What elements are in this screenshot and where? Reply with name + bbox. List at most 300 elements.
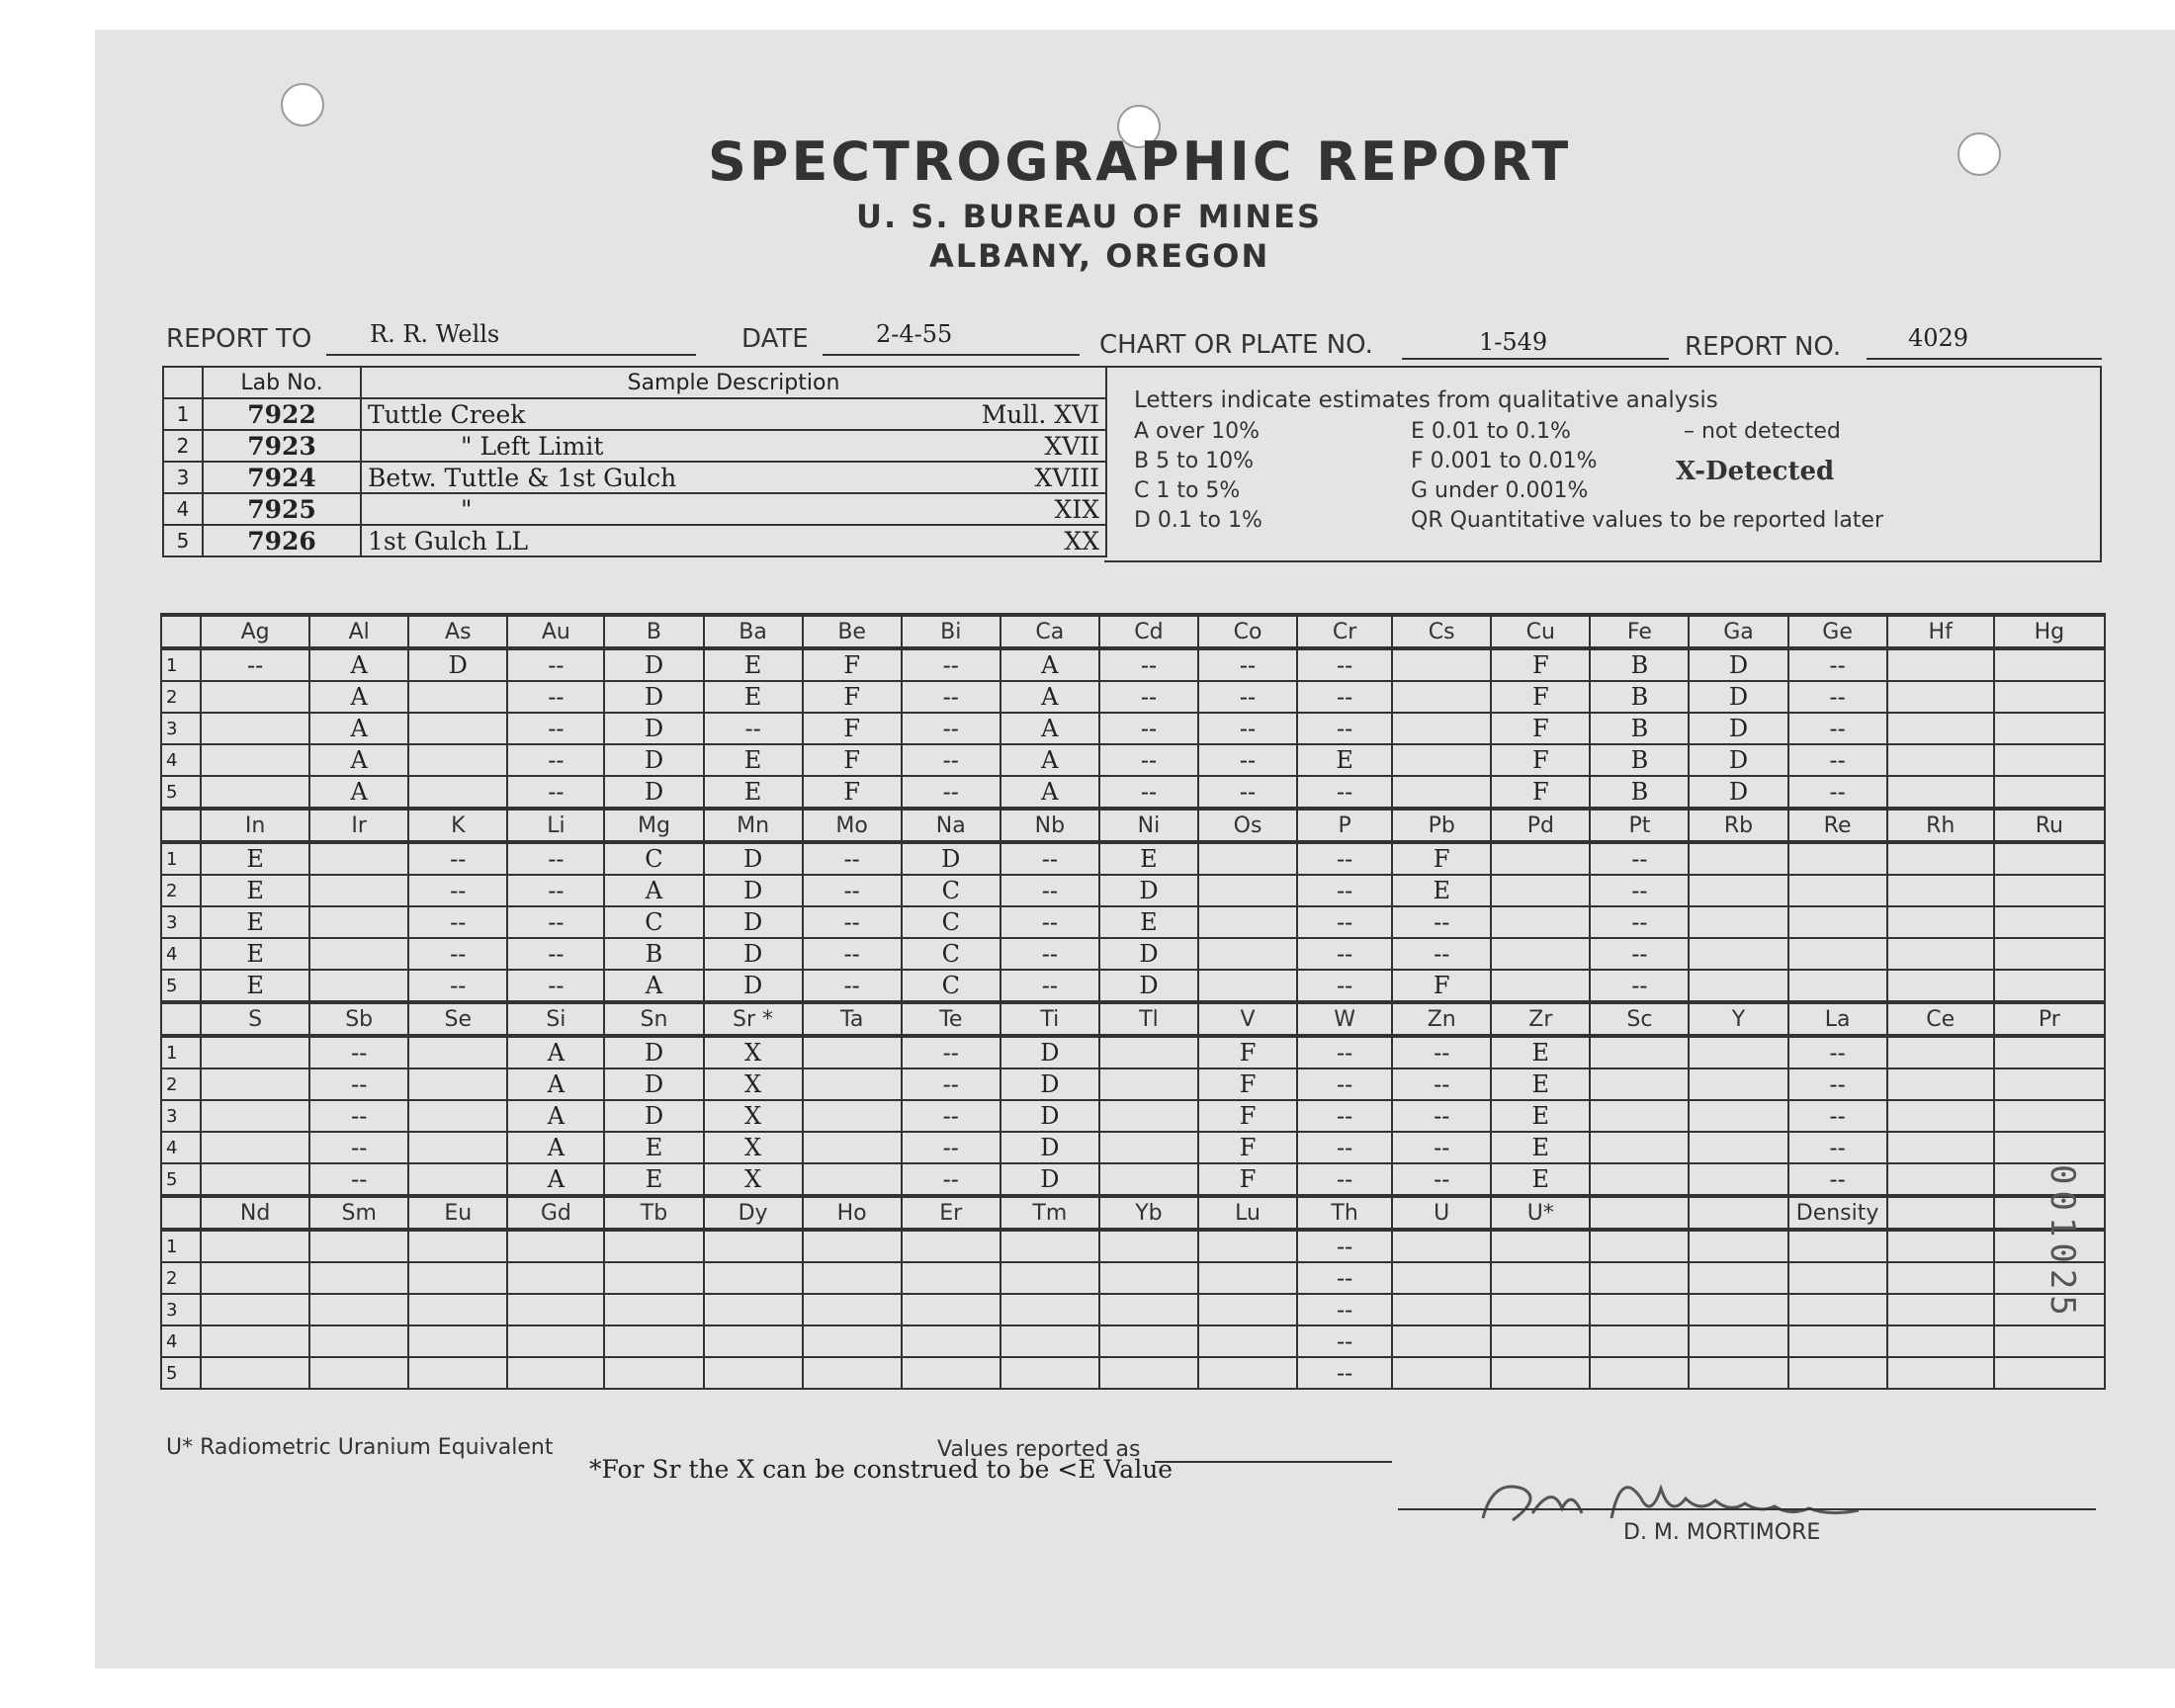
element-symbol: Zr (1491, 1002, 1590, 1036)
element-symbol: As (408, 615, 507, 648)
result-cell: -- (1392, 1036, 1491, 1068)
result-cell (1392, 1325, 1491, 1357)
result-cell (1689, 1163, 1787, 1196)
result-cell: -- (1198, 648, 1297, 681)
result-cell: D (1099, 875, 1198, 906)
result-cell: E (201, 938, 309, 970)
result-cell: D (704, 842, 803, 875)
result-cell: -- (309, 1036, 408, 1068)
element-symbol: Cu (1491, 615, 1590, 648)
result-cell: C (902, 970, 1000, 1002)
result-cell (902, 1262, 1000, 1294)
result-cell (507, 1230, 604, 1262)
result-cell: F (803, 648, 902, 681)
result-cell (1392, 744, 1491, 776)
corner-cell (161, 1002, 201, 1036)
result-cell: F (1491, 713, 1590, 744)
element-header-row (161, 1002, 2105, 1036)
result-cell: B (1590, 648, 1689, 681)
result-cell: C (604, 842, 703, 875)
result-cell: -- (1099, 648, 1198, 681)
result-cell (803, 1132, 902, 1163)
report-no-value: 4029 (1908, 324, 1969, 352)
result-cell: -- (1297, 1357, 1392, 1389)
element-symbol: Ge (1788, 615, 1887, 648)
element-symbol: Cs (1392, 615, 1491, 648)
result-cell: A (507, 1068, 604, 1100)
result-cell (408, 713, 507, 744)
result-cell (1000, 1262, 1099, 1294)
result-cell: -- (1788, 681, 1887, 713)
result-cell (309, 970, 408, 1002)
result-cell: D (1000, 1036, 1099, 1068)
legend-e: E 0.01 to 0.1% (1411, 419, 1571, 444)
result-cell: -- (1392, 1132, 1491, 1163)
row-number: 2 (161, 1262, 201, 1294)
result-cell: D (604, 713, 703, 744)
result-cell: -- (309, 1163, 408, 1196)
result-cell (408, 1294, 507, 1325)
result-cell (902, 1357, 1000, 1389)
result-cell: -- (803, 906, 902, 938)
result-cell: -- (902, 1068, 1000, 1100)
result-cell (1590, 1100, 1689, 1132)
result-cell (201, 776, 309, 809)
result-cell (704, 1294, 803, 1325)
result-cell (1689, 1230, 1787, 1262)
table-row (161, 875, 2105, 906)
result-cell (1198, 1325, 1297, 1357)
row-number: 5 (161, 1163, 201, 1196)
element-symbol: Ta (803, 1002, 902, 1036)
element-symbol: W (1297, 1002, 1392, 1036)
result-cell (201, 1357, 309, 1389)
result-cell: C (604, 906, 703, 938)
result-cell: E (1491, 1132, 1590, 1163)
result-cell: A (1000, 681, 1099, 713)
result-cell: -- (1297, 938, 1392, 970)
result-cell (408, 1068, 507, 1100)
result-cell (1887, 906, 1994, 938)
result-cell (1590, 1262, 1689, 1294)
result-cell: -- (1000, 938, 1099, 970)
element-symbol: U (1392, 1196, 1491, 1230)
result-cell: -- (1590, 842, 1689, 875)
element-symbol: Co (1198, 615, 1297, 648)
result-cell (803, 1230, 902, 1262)
result-cell: F (1198, 1100, 1297, 1132)
element-symbol: Bi (902, 615, 1000, 648)
table-row (161, 1262, 2105, 1294)
result-cell: E (704, 648, 803, 681)
element-symbol: Er (902, 1196, 1000, 1230)
result-cell (201, 1163, 309, 1196)
result-cell: E (1491, 1100, 1590, 1132)
result-cell: E (1099, 906, 1198, 938)
result-cell: D (1689, 776, 1787, 809)
result-cell (507, 1357, 604, 1389)
punch-hole (281, 83, 324, 127)
row-number: 3 (161, 906, 201, 938)
table-row (161, 938, 2105, 970)
table-row (161, 1230, 2105, 1262)
element-symbol: Mn (704, 809, 803, 842)
report-to-value: R. R. Wells (370, 320, 500, 348)
element-symbol: Tl (1099, 1002, 1198, 1036)
result-cell (1689, 1100, 1787, 1132)
sample-row: 1 7922 Tuttle Creek Mull. XVI (163, 398, 1106, 430)
result-cell (1994, 681, 2105, 713)
result-cell (1788, 1294, 1887, 1325)
element-symbol: Ru (1994, 809, 2105, 842)
result-cell: -- (309, 1068, 408, 1100)
result-cell (1491, 1230, 1590, 1262)
result-cell (803, 1294, 902, 1325)
result-cell: E (1491, 1036, 1590, 1068)
result-cell (1198, 875, 1297, 906)
result-cell (1689, 1036, 1787, 1068)
element-symbol: Au (507, 615, 604, 648)
result-cell (1099, 1325, 1198, 1357)
sample-row: 3 7924 Betw. Tuttle & 1st Gulch XVIII (163, 462, 1106, 493)
result-cell (1887, 681, 1994, 713)
result-cell (408, 776, 507, 809)
result-cell: F (1198, 1163, 1297, 1196)
element-symbol (1689, 1196, 1787, 1230)
result-cell (1788, 875, 1887, 906)
result-cell (803, 1068, 902, 1100)
row-number: 4 (161, 744, 201, 776)
result-cell (1000, 1357, 1099, 1389)
result-cell: -- (1297, 713, 1392, 744)
legend-f: F 0.001 to 0.01% (1411, 449, 1598, 473)
legend-c: C 1 to 5% (1134, 478, 1241, 503)
element-grid (160, 613, 2106, 1390)
element-symbol (1590, 1196, 1689, 1230)
row-number: 2 (161, 1068, 201, 1100)
element-header-row (161, 1196, 2105, 1230)
chart-plate-label: CHART OR PLATE NO. (1099, 330, 1373, 360)
element-symbol: Yb (1099, 1196, 1198, 1230)
element-symbol: La (1788, 1002, 1887, 1036)
legend-g: G under 0.001% (1411, 478, 1589, 503)
result-cell (1491, 1325, 1590, 1357)
result-cell: A (309, 648, 408, 681)
element-symbol: Density (1788, 1196, 1887, 1230)
result-cell (1887, 1132, 1994, 1163)
result-cell: -- (507, 744, 604, 776)
table-row (161, 1294, 2105, 1325)
result-cell (1099, 1357, 1198, 1389)
result-cell (1994, 1036, 2105, 1068)
result-cell: -- (309, 1100, 408, 1132)
result-cell (1491, 970, 1590, 1002)
element-symbol: Sn (604, 1002, 703, 1036)
result-cell: D (704, 938, 803, 970)
result-cell: F (803, 681, 902, 713)
result-cell: -- (1297, 1294, 1392, 1325)
result-cell (704, 1325, 803, 1357)
row-number: 4 (161, 1132, 201, 1163)
result-cell: C (902, 875, 1000, 906)
result-cell (1491, 1357, 1590, 1389)
legend-qr: QR Quantitative values to be reported later (1411, 508, 1884, 533)
result-cell: X (704, 1068, 803, 1100)
result-cell: D (1000, 1100, 1099, 1132)
table-row (161, 713, 2105, 744)
result-cell (1099, 1230, 1198, 1262)
result-cell (507, 1294, 604, 1325)
result-cell: -- (1392, 1163, 1491, 1196)
result-cell: D (1000, 1163, 1099, 1196)
result-cell: D (604, 776, 703, 809)
result-cell: X (704, 1163, 803, 1196)
result-cell (408, 1100, 507, 1132)
result-cell: -- (902, 1132, 1000, 1163)
result-cell (1689, 906, 1787, 938)
result-cell: -- (1297, 1100, 1392, 1132)
result-cell (1000, 1294, 1099, 1325)
result-cell (1994, 776, 2105, 809)
result-cell (1198, 938, 1297, 970)
result-cell (408, 1325, 507, 1357)
result-cell (604, 1294, 703, 1325)
report-no-label: REPORT NO. (1685, 332, 1842, 362)
result-cell (1788, 1357, 1887, 1389)
result-cell (1887, 1230, 1994, 1262)
result-cell (803, 1325, 902, 1357)
element-symbol: Li (507, 809, 604, 842)
result-cell (309, 938, 408, 970)
result-cell (201, 1230, 309, 1262)
result-cell: -- (1392, 906, 1491, 938)
result-cell: -- (1590, 938, 1689, 970)
element-symbol: Al (309, 615, 408, 648)
row-number: 3 (161, 713, 201, 744)
result-cell: -- (1392, 1068, 1491, 1100)
result-cell (201, 1294, 309, 1325)
result-cell (803, 1100, 902, 1132)
result-cell (803, 1036, 902, 1068)
element-symbol: U* (1491, 1196, 1590, 1230)
result-cell: E (604, 1163, 703, 1196)
result-cell: -- (507, 875, 604, 906)
result-cell (1198, 1357, 1297, 1389)
result-cell: F (803, 744, 902, 776)
result-cell (604, 1325, 703, 1357)
result-cell: E (704, 744, 803, 776)
result-cell: E (704, 776, 803, 809)
element-symbol: Nd (201, 1196, 309, 1230)
legend-box (1104, 366, 2102, 562)
result-cell: D (604, 1036, 703, 1068)
result-cell (1689, 1325, 1787, 1357)
result-cell (1392, 681, 1491, 713)
legend-b: B 5 to 10% (1134, 449, 1255, 473)
result-cell: F (1198, 1036, 1297, 1068)
result-cell: -- (1297, 1325, 1392, 1357)
result-cell (803, 1262, 902, 1294)
result-cell: -- (507, 713, 604, 744)
sample-row: 5 7926 1st Gulch LL XX (163, 525, 1106, 556)
corner-cell (161, 1196, 201, 1230)
element-symbol: Ba (704, 615, 803, 648)
result-cell: -- (1297, 1163, 1392, 1196)
result-cell (803, 1357, 902, 1389)
element-symbol: Si (507, 1002, 604, 1036)
table-row (161, 1132, 2105, 1163)
element-symbol: Dy (704, 1196, 803, 1230)
result-cell: -- (1000, 906, 1099, 938)
result-cell: E (201, 970, 309, 1002)
result-cell: -- (507, 776, 604, 809)
result-cell (1689, 875, 1787, 906)
values-reported-label: Values reported as (937, 1437, 1141, 1462)
result-cell: -- (1000, 970, 1099, 1002)
result-cell: -- (1099, 713, 1198, 744)
corner-cell (161, 809, 201, 842)
element-symbol: Na (902, 809, 1000, 842)
result-cell: -- (1297, 1132, 1392, 1163)
table-row (161, 906, 2105, 938)
result-cell: F (1392, 842, 1491, 875)
result-cell (1788, 938, 1887, 970)
result-cell: A (309, 681, 408, 713)
result-cell (408, 1036, 507, 1068)
result-cell (1887, 1068, 1994, 1100)
corner-cell (161, 615, 201, 648)
element-symbol: Rh (1887, 809, 1994, 842)
table-row (161, 842, 2105, 875)
result-cell: -- (408, 970, 507, 1002)
result-cell: -- (1392, 938, 1491, 970)
result-cell (309, 1294, 408, 1325)
element-symbol: P (1297, 809, 1392, 842)
result-cell (408, 1262, 507, 1294)
sr-footnote: *For Sr the X can be construed to be <E Value (589, 1455, 1174, 1484)
result-cell: -- (1198, 681, 1297, 713)
result-cell (1788, 1230, 1887, 1262)
result-cell (1994, 1132, 2105, 1163)
result-cell: -- (1297, 906, 1392, 938)
element-symbol: Mo (803, 809, 902, 842)
element-symbol: Ce (1887, 1002, 1994, 1036)
result-cell: -- (902, 1100, 1000, 1132)
element-symbol: Ir (309, 809, 408, 842)
result-cell: A (309, 744, 408, 776)
result-cell (1689, 938, 1787, 970)
result-cell (604, 1230, 703, 1262)
result-cell: A (309, 776, 408, 809)
result-cell: -- (902, 1036, 1000, 1068)
row-number: 4 (161, 938, 201, 970)
result-cell: D (902, 842, 1000, 875)
result-cell (1392, 1230, 1491, 1262)
result-cell: -- (1198, 776, 1297, 809)
result-cell: -- (1788, 1163, 1887, 1196)
result-cell: E (1491, 1068, 1590, 1100)
result-cell (309, 1357, 408, 1389)
result-cell: -- (1788, 744, 1887, 776)
date-label: DATE (741, 324, 809, 354)
element-symbol: Se (408, 1002, 507, 1036)
result-cell: F (1491, 648, 1590, 681)
result-cell: D (1099, 970, 1198, 1002)
result-cell: -- (1099, 744, 1198, 776)
element-symbol: Sr * (704, 1002, 803, 1036)
result-cell: A (309, 713, 408, 744)
result-cell (1689, 970, 1787, 1002)
result-cell (704, 1230, 803, 1262)
result-cell: -- (1788, 1100, 1887, 1132)
result-cell (1392, 713, 1491, 744)
result-cell: D (704, 906, 803, 938)
result-cell (1491, 1294, 1590, 1325)
legend-heading: Letters indicate estimates from qualitative analysis (1134, 387, 1718, 413)
result-cell: -- (1788, 1068, 1887, 1100)
result-cell: -- (1297, 681, 1392, 713)
result-cell: -- (1590, 970, 1689, 1002)
result-cell: -- (902, 776, 1000, 809)
legend-a: A over 10% (1134, 419, 1260, 444)
element-symbol: Ga (1689, 615, 1787, 648)
result-cell (902, 1294, 1000, 1325)
result-cell (1788, 970, 1887, 1002)
result-cell: E (201, 842, 309, 875)
element-symbol: Tb (604, 1196, 703, 1230)
signer-name: D. M. MORTIMORE (1623, 1520, 1821, 1545)
result-cell: C (902, 938, 1000, 970)
result-cell: B (1590, 713, 1689, 744)
result-cell (1994, 1357, 2105, 1389)
element-symbol: Hg (1994, 615, 2105, 648)
result-cell (704, 1357, 803, 1389)
result-cell (201, 1132, 309, 1163)
result-cell (1887, 1262, 1994, 1294)
result-cell (1994, 648, 2105, 681)
result-cell (1392, 648, 1491, 681)
element-symbol: Re (1788, 809, 1887, 842)
result-cell (201, 1325, 309, 1357)
result-cell (1099, 1036, 1198, 1068)
result-cell: -- (408, 938, 507, 970)
result-cell: F (1491, 681, 1590, 713)
row-number: 2 (161, 681, 201, 713)
result-cell (1491, 938, 1590, 970)
result-cell (1994, 1068, 2105, 1100)
result-cell (408, 1357, 507, 1389)
element-symbol: S (201, 1002, 309, 1036)
element-symbol: B (604, 615, 703, 648)
result-cell (604, 1357, 703, 1389)
result-cell: -- (1590, 875, 1689, 906)
table-row (161, 1163, 2105, 1196)
result-cell: B (604, 938, 703, 970)
result-cell (1887, 1163, 1994, 1196)
sample-table (162, 366, 1107, 557)
element-symbol: Th (1297, 1196, 1392, 1230)
result-cell: -- (1198, 713, 1297, 744)
sample-num-header (163, 367, 203, 398)
table-row (161, 1100, 2105, 1132)
result-cell: -- (1297, 1036, 1392, 1068)
result-cell (201, 1036, 309, 1068)
element-symbol: Te (902, 1002, 1000, 1036)
result-cell: -- (902, 1163, 1000, 1196)
result-cell: E (201, 875, 309, 906)
element-symbol: Sb (309, 1002, 408, 1036)
result-cell (1392, 776, 1491, 809)
